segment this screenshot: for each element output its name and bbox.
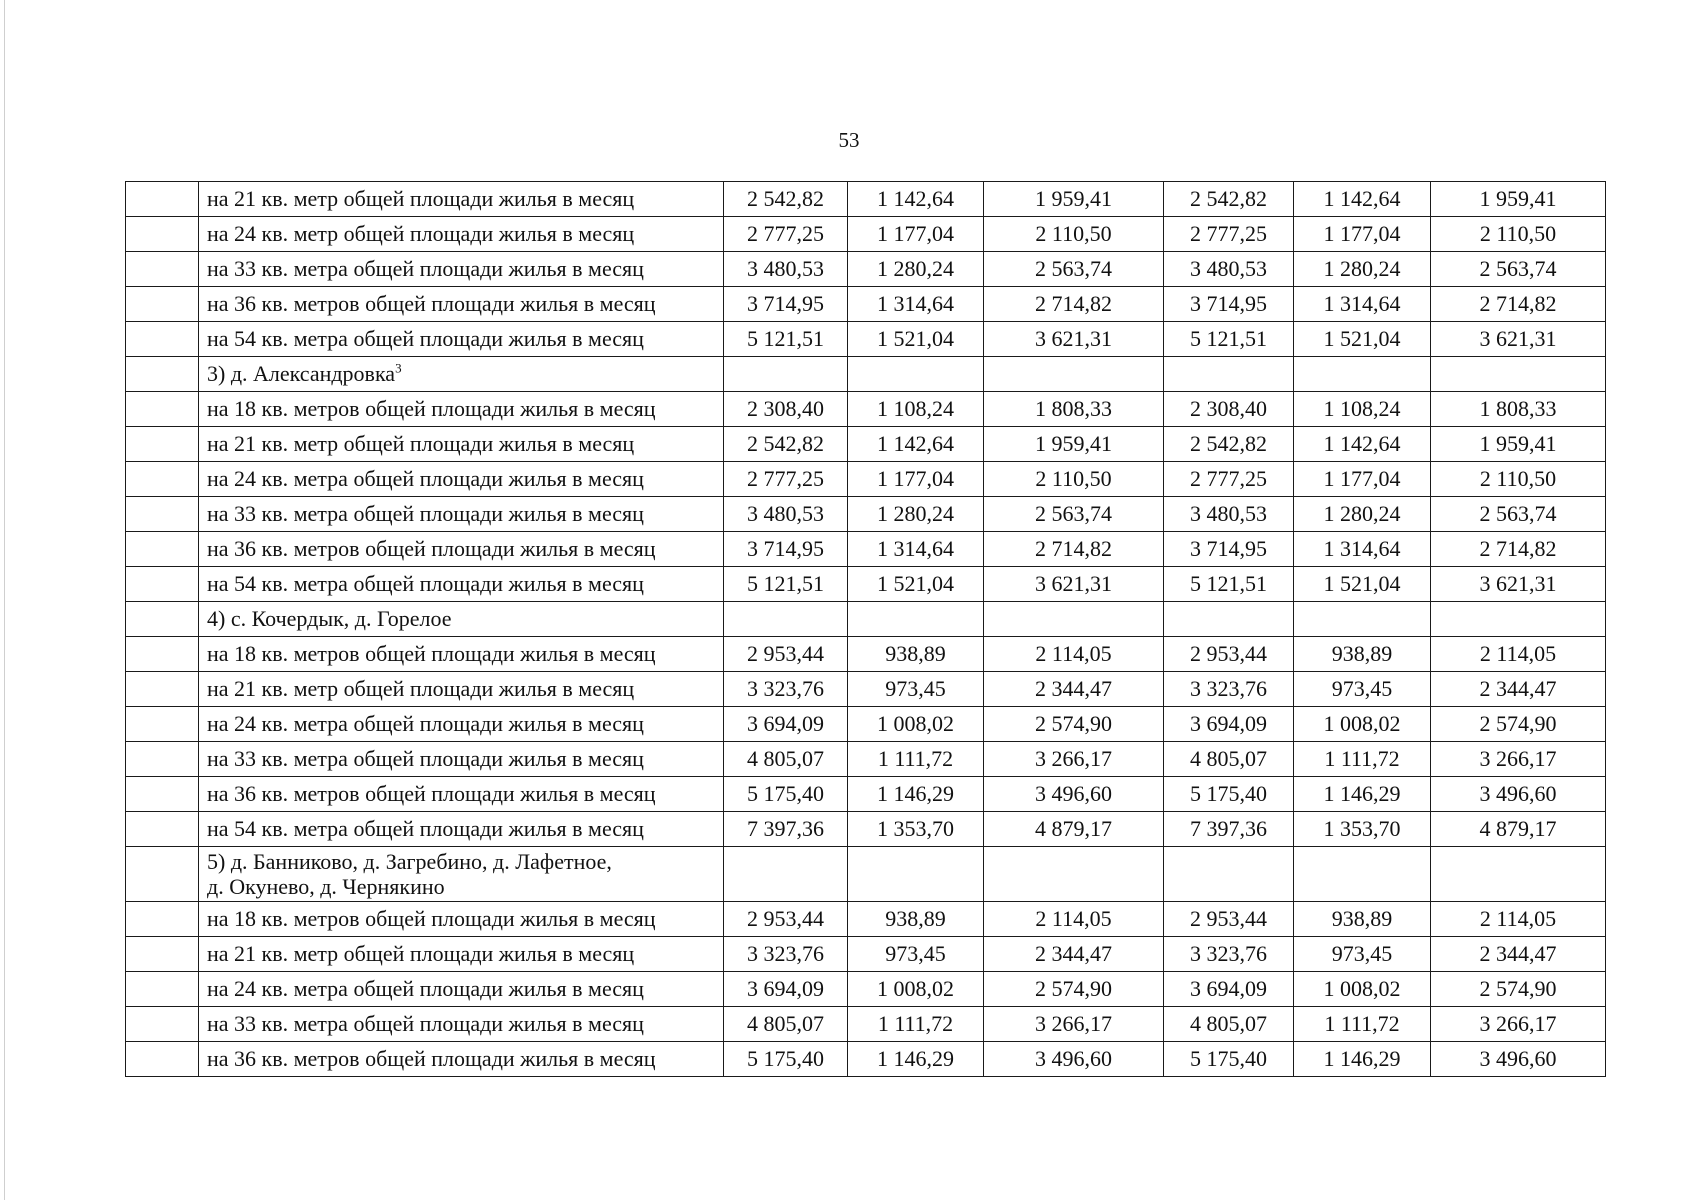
value-cell: 2 574,90 [1431, 707, 1606, 742]
area-label-cell: на 54 кв. метра общей площади жилья в месяц [199, 567, 724, 602]
value-cell: 1 146,29 [1294, 1042, 1431, 1077]
value-cell: 1 521,04 [848, 322, 984, 357]
row-number-cell [126, 392, 199, 427]
value-cell: 1 521,04 [1294, 567, 1431, 602]
table-row [126, 902, 1606, 937]
empty-cell [1164, 357, 1294, 392]
value-cell: 1 111,72 [848, 742, 984, 777]
value-cell: 3 480,53 [1164, 252, 1294, 287]
row-number-cell [126, 602, 199, 637]
row-number-cell [126, 812, 199, 847]
table-row [126, 707, 1606, 742]
value-cell: 2 114,05 [984, 902, 1164, 937]
table-row [126, 322, 1606, 357]
value-cell: 5 175,40 [724, 1042, 848, 1077]
value-cell: 1 142,64 [1294, 427, 1431, 462]
section-title-cell [199, 602, 724, 637]
section-title: 5) д. Банниково, д. Загребино, д. Лафетное, [207, 849, 612, 874]
value-cell: 1 142,64 [848, 427, 984, 462]
empty-cell [724, 602, 848, 637]
value-cell: 3 266,17 [984, 742, 1164, 777]
value-cell: 1 146,29 [848, 777, 984, 812]
value-cell: 3 621,31 [984, 567, 1164, 602]
value-cell: 2 542,82 [1164, 427, 1294, 462]
value-cell: 2 542,82 [724, 182, 848, 217]
area-label-cell: на 36 кв. метров общей площади жилья в месяц [199, 287, 724, 322]
value-cell: 3 266,17 [1431, 742, 1606, 777]
row-number-cell [126, 497, 199, 532]
table-row [126, 567, 1606, 602]
value-cell: 1 353,70 [848, 812, 984, 847]
row-number-cell [126, 322, 199, 357]
value-cell: 2 574,90 [1431, 972, 1606, 1007]
area-label-cell: на 24 кв. метра общей площади жилья в месяц [199, 462, 724, 497]
area-label-cell: на 21 кв. метр общей площади жилья в месяц [199, 672, 724, 707]
row-number-cell [126, 672, 199, 707]
value-cell: 2 114,05 [1431, 902, 1606, 937]
value-cell: 1 959,41 [984, 182, 1164, 217]
table-row [126, 1042, 1606, 1077]
empty-cell [984, 847, 1164, 902]
value-cell: 3 496,60 [984, 1042, 1164, 1077]
area-label-cell: на 21 кв. метр общей площади жилья в месяц [199, 937, 724, 972]
section-title: 3) д. Александровка [207, 361, 396, 386]
section-title: 4) с. Кочердык, д. Горелое [207, 606, 452, 631]
value-cell: 1 008,02 [848, 972, 984, 1007]
value-cell: 1 353,70 [1294, 812, 1431, 847]
row-number-cell [126, 462, 199, 497]
value-cell: 1 008,02 [1294, 707, 1431, 742]
tariff-table [125, 181, 1606, 1077]
value-cell: 2 114,05 [984, 637, 1164, 672]
table-row [126, 672, 1606, 707]
value-cell: 2 953,44 [1164, 902, 1294, 937]
value-cell: 7 397,36 [724, 812, 848, 847]
value-cell: 3 480,53 [1164, 497, 1294, 532]
value-cell: 5 121,51 [724, 322, 848, 357]
value-cell: 2 114,05 [1431, 637, 1606, 672]
value-cell: 3 480,53 [724, 497, 848, 532]
value-cell: 1 280,24 [1294, 252, 1431, 287]
value-cell: 973,45 [1294, 672, 1431, 707]
value-cell: 1 314,64 [1294, 532, 1431, 567]
value-cell: 1 146,29 [848, 1042, 984, 1077]
row-number-cell [126, 777, 199, 812]
value-cell: 3 621,31 [1431, 567, 1606, 602]
table-row [126, 252, 1606, 287]
table-row [126, 217, 1606, 252]
value-cell: 1 142,64 [848, 182, 984, 217]
table-row [126, 637, 1606, 672]
value-cell: 2 777,25 [724, 217, 848, 252]
value-cell: 938,89 [848, 637, 984, 672]
table-row [126, 742, 1606, 777]
empty-cell [1294, 602, 1431, 637]
value-cell: 973,45 [1294, 937, 1431, 972]
empty-cell [984, 602, 1164, 637]
value-cell: 1 177,04 [1294, 462, 1431, 497]
area-label-cell: на 24 кв. метра общей площади жилья в месяц [199, 972, 724, 1007]
value-cell: 1 808,33 [984, 392, 1164, 427]
value-cell: 1 314,64 [848, 287, 984, 322]
value-cell: 4 805,07 [724, 742, 848, 777]
row-number-cell [126, 217, 199, 252]
row-number-cell [126, 972, 199, 1007]
row-number-cell [126, 847, 199, 902]
value-cell: 3 266,17 [984, 1007, 1164, 1042]
area-label-cell: на 21 кв. метр общей площади жилья в месяц [199, 427, 724, 462]
section-title-line2: д. Окунево, д. Чернякино [207, 874, 445, 899]
row-number-cell [126, 287, 199, 322]
table-row [126, 462, 1606, 497]
value-cell: 3 323,76 [724, 937, 848, 972]
area-label-cell: на 54 кв. метра общей площади жилья в месяц [199, 812, 724, 847]
row-number-cell [126, 637, 199, 672]
value-cell: 1 314,64 [1294, 287, 1431, 322]
empty-cell [1431, 357, 1606, 392]
value-cell: 2 308,40 [724, 392, 848, 427]
value-cell: 3 621,31 [984, 322, 1164, 357]
value-cell: 4 805,07 [724, 1007, 848, 1042]
value-cell: 3 714,95 [724, 287, 848, 322]
value-cell: 1 177,04 [848, 217, 984, 252]
value-cell: 5 121,51 [1164, 322, 1294, 357]
value-cell: 1 108,24 [848, 392, 984, 427]
area-label-cell: на 54 кв. метра общей площади жилья в месяц [199, 322, 724, 357]
value-cell: 3 621,31 [1431, 322, 1606, 357]
value-cell: 1 959,41 [1431, 427, 1606, 462]
row-number-cell [126, 1007, 199, 1042]
area-label-cell: на 24 кв. метр общей площади жилья в месяц [199, 217, 724, 252]
value-cell: 4 879,17 [984, 812, 1164, 847]
table-row [126, 497, 1606, 532]
value-cell: 1 280,24 [1294, 497, 1431, 532]
value-cell: 2 110,50 [984, 462, 1164, 497]
value-cell: 938,89 [848, 902, 984, 937]
table-body [126, 182, 1606, 1077]
value-cell: 3 323,76 [1164, 672, 1294, 707]
value-cell: 7 397,36 [1164, 812, 1294, 847]
row-number-cell [126, 707, 199, 742]
empty-cell [1164, 602, 1294, 637]
value-cell: 2 777,25 [724, 462, 848, 497]
value-cell: 5 121,51 [724, 567, 848, 602]
value-cell: 1 146,29 [1294, 777, 1431, 812]
value-cell: 938,89 [1294, 637, 1431, 672]
value-cell: 1 111,72 [1294, 1007, 1431, 1042]
value-cell: 2 110,50 [984, 217, 1164, 252]
value-cell: 3 694,09 [724, 707, 848, 742]
footnote-marker: 3 [395, 360, 402, 376]
value-cell: 1 959,41 [984, 427, 1164, 462]
value-cell: 5 175,40 [1164, 1042, 1294, 1077]
value-cell: 3 694,09 [1164, 707, 1294, 742]
value-cell: 3 694,09 [724, 972, 848, 1007]
empty-cell [724, 847, 848, 902]
table-row [126, 1007, 1606, 1042]
value-cell: 973,45 [848, 937, 984, 972]
scan-edge-line [4, 0, 5, 1200]
table-row [126, 532, 1606, 567]
value-cell: 3 714,95 [1164, 532, 1294, 567]
value-cell: 1 280,24 [848, 252, 984, 287]
value-cell: 3 323,76 [724, 672, 848, 707]
value-cell: 3 480,53 [724, 252, 848, 287]
empty-cell [848, 847, 984, 902]
section-row [126, 602, 1606, 637]
value-cell: 2 714,82 [1431, 532, 1606, 567]
empty-cell [1294, 847, 1431, 902]
value-cell: 3 694,09 [1164, 972, 1294, 1007]
value-cell: 2 110,50 [1431, 462, 1606, 497]
value-cell: 2 563,74 [984, 497, 1164, 532]
value-cell: 3 266,17 [1431, 1007, 1606, 1042]
value-cell: 1 177,04 [1294, 217, 1431, 252]
value-cell: 2 308,40 [1164, 392, 1294, 427]
section-title-cell [199, 357, 724, 392]
value-cell: 1 111,72 [1294, 742, 1431, 777]
table-row [126, 812, 1606, 847]
row-number-cell [126, 937, 199, 972]
value-cell: 3 496,60 [984, 777, 1164, 812]
table-row [126, 427, 1606, 462]
value-cell: 4 879,17 [1431, 812, 1606, 847]
value-cell: 1 808,33 [1431, 392, 1606, 427]
area-label-cell: на 36 кв. метров общей площади жилья в месяц [199, 532, 724, 567]
value-cell: 1 280,24 [848, 497, 984, 532]
value-cell: 2 953,44 [724, 637, 848, 672]
value-cell: 2 953,44 [1164, 637, 1294, 672]
table-row [126, 777, 1606, 812]
value-cell: 2 344,47 [1431, 937, 1606, 972]
value-cell: 2 344,47 [984, 937, 1164, 972]
value-cell: 2 110,50 [1431, 217, 1606, 252]
empty-cell [1164, 847, 1294, 902]
table-row [126, 972, 1606, 1007]
value-cell: 2 542,82 [724, 427, 848, 462]
page-number: 53 [838, 128, 860, 152]
area-label-cell: на 33 кв. метра общей площади жилья в месяц [199, 742, 724, 777]
value-cell: 2 344,47 [1431, 672, 1606, 707]
value-cell: 2 574,90 [984, 707, 1164, 742]
value-cell: 4 805,07 [1164, 742, 1294, 777]
table-row [126, 287, 1606, 322]
row-number-cell [126, 357, 199, 392]
value-cell: 5 175,40 [1164, 777, 1294, 812]
table-row [126, 937, 1606, 972]
value-cell: 1 108,24 [1294, 392, 1431, 427]
value-cell: 2 777,25 [1164, 217, 1294, 252]
value-cell: 1 142,64 [1294, 182, 1431, 217]
row-number-cell [126, 427, 199, 462]
value-cell: 938,89 [1294, 902, 1431, 937]
area-label-cell: на 33 кв. метра общей площади жилья в месяц [199, 497, 724, 532]
area-label-cell: на 33 кв. метра общей площади жилья в месяц [199, 252, 724, 287]
empty-cell [1294, 357, 1431, 392]
value-cell: 2 563,74 [1431, 252, 1606, 287]
empty-cell [1431, 847, 1606, 902]
value-cell: 1 314,64 [848, 532, 984, 567]
value-cell: 1 111,72 [848, 1007, 984, 1042]
value-cell: 2 574,90 [984, 972, 1164, 1007]
area-label-cell: на 36 кв. метров общей площади жилья в месяц [199, 777, 724, 812]
table-row [126, 392, 1606, 427]
value-cell: 1 008,02 [1294, 972, 1431, 1007]
value-cell: 3 496,60 [1431, 1042, 1606, 1077]
value-cell: 2 344,47 [984, 672, 1164, 707]
area-label-cell: на 33 кв. метра общей площади жилья в месяц [199, 1007, 724, 1042]
row-number-cell [126, 742, 199, 777]
value-cell: 1 521,04 [1294, 322, 1431, 357]
value-cell: 2 953,44 [724, 902, 848, 937]
value-cell: 2 714,82 [984, 287, 1164, 322]
value-cell: 1 177,04 [848, 462, 984, 497]
section-row [126, 357, 1606, 392]
value-cell: 5 175,40 [724, 777, 848, 812]
table-row [126, 182, 1606, 217]
empty-cell [984, 357, 1164, 392]
value-cell: 1 008,02 [848, 707, 984, 742]
value-cell: 1 959,41 [1431, 182, 1606, 217]
row-number-cell [126, 567, 199, 602]
row-number-cell [126, 532, 199, 567]
section-row [126, 847, 1606, 902]
value-cell: 1 521,04 [848, 567, 984, 602]
value-cell: 5 121,51 [1164, 567, 1294, 602]
value-cell: 4 805,07 [1164, 1007, 1294, 1042]
value-cell: 973,45 [848, 672, 984, 707]
area-label-cell: на 18 кв. метров общей площади жилья в месяц [199, 392, 724, 427]
row-number-cell [126, 252, 199, 287]
value-cell: 3 323,76 [1164, 937, 1294, 972]
area-label-cell: на 24 кв. метра общей площади жилья в месяц [199, 707, 724, 742]
row-number-cell [126, 182, 199, 217]
area-label-cell: на 36 кв. метров общей площади жилья в месяц [199, 1042, 724, 1077]
empty-cell [848, 602, 984, 637]
section-title-cell [199, 847, 724, 902]
value-cell: 3 714,95 [724, 532, 848, 567]
empty-cell [1431, 602, 1606, 637]
value-cell: 2 714,82 [1431, 287, 1606, 322]
value-cell: 2 563,74 [984, 252, 1164, 287]
value-cell: 2 542,82 [1164, 182, 1294, 217]
value-cell: 2 563,74 [1431, 497, 1606, 532]
area-label-cell: на 18 кв. метров общей площади жилья в месяц [199, 637, 724, 672]
value-cell: 3 714,95 [1164, 287, 1294, 322]
value-cell: 3 496,60 [1431, 777, 1606, 812]
value-cell: 2 714,82 [984, 532, 1164, 567]
row-number-cell [126, 902, 199, 937]
empty-cell [848, 357, 984, 392]
row-number-cell [126, 1042, 199, 1077]
area-label-cell: на 21 кв. метр общей площади жилья в месяц [199, 182, 724, 217]
empty-cell [724, 357, 848, 392]
value-cell: 2 777,25 [1164, 462, 1294, 497]
area-label-cell: на 18 кв. метров общей площади жилья в месяц [199, 902, 724, 937]
